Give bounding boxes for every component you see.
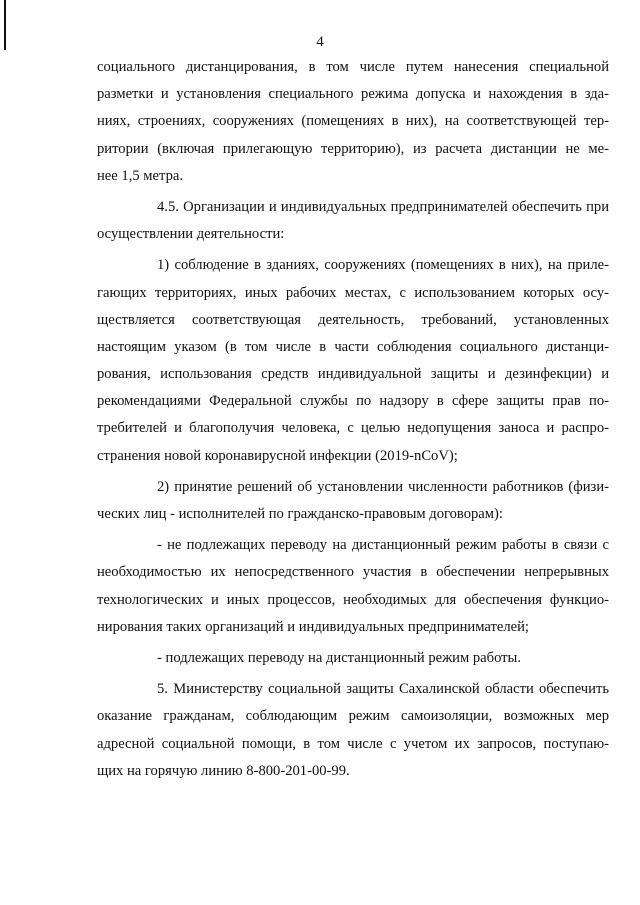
paragraph bbox=[97, 645, 609, 672]
text-line: 1) соблюдение в зданиях, сооружениях (помещениях в них), на приле- bbox=[157, 257, 609, 274]
document-body bbox=[97, 54, 609, 785]
text-line: странения новой коронавирусной инфекции (2019-nCoV); bbox=[97, 447, 458, 464]
text-line: нее 1,5 метра. bbox=[97, 167, 183, 184]
text-line: настоящим указом (в том числе в части соблюдения социального дистанци- bbox=[97, 338, 609, 355]
text-line: - подлежащих переводу на дистанционный режим работы. bbox=[157, 649, 522, 666]
text-line: рования, использования средств индивидуальной защиты и дезинфекции) и bbox=[97, 366, 609, 383]
text-line: гающих территориях, иных рабочих местах, с использованием которых осу- bbox=[97, 284, 609, 301]
paragraph bbox=[97, 54, 609, 190]
text-line: ществляется соответствующая деятельность, требований, установленных bbox=[97, 311, 609, 328]
text-line: необходимостью их непосредственного участия в обеспечении непрерывных bbox=[97, 564, 609, 581]
paragraph bbox=[97, 194, 609, 248]
paragraph bbox=[97, 474, 609, 528]
text-line: 5. Министерству социальной защиты Сахалинской области обеспечить bbox=[157, 681, 609, 698]
text-line: технологических и иных процессов, необходимых для обеспечения функцио- bbox=[97, 591, 609, 608]
paragraph bbox=[97, 252, 609, 470]
text-line: ритории (включая прилегающую территорию), из расчета дистанции не ме- bbox=[97, 140, 609, 157]
text-line: - не подлежащих переводу на дистанционный режим работы в связи с bbox=[157, 537, 609, 554]
text-line: 4.5. Организации и индивидуальных предпринимателей обеспечить при bbox=[157, 198, 609, 215]
text-line: разметки и установления специального режима допуска и нахождения в зда- bbox=[97, 86, 609, 103]
text-line: нирования таких организаций и индивидуальных предпринимателей; bbox=[97, 618, 529, 635]
page-number: 4 bbox=[316, 34, 324, 50]
text-line: социального дистанцирования, в том числе путем нанесения специальной bbox=[97, 59, 609, 75]
paragraph bbox=[97, 532, 609, 641]
text-line: 2) принятие решений об установлении численности работников (физи- bbox=[157, 478, 609, 495]
text-line: ниях, строениях, сооружениях (помещениях в них), на соответствующей тер- bbox=[97, 113, 609, 130]
text-line: ческих лиц - исполнителей по гражданско-правовым договорам): bbox=[97, 506, 503, 522]
text-line: требителей и благополучия человека, с целью недопущения заноса и распро- bbox=[97, 420, 609, 437]
text-line: осуществлении деятельности: bbox=[97, 226, 285, 243]
text-line: адресной социальной помощи, в том числе с учетом их запросов, поступаю- bbox=[97, 735, 609, 752]
text-line: рекомендациями Федеральной службы по надзору в сфере защиты прав по- bbox=[97, 393, 609, 410]
text-line: щих на горячую линию 8-800-201-00-99. bbox=[97, 762, 350, 779]
paragraph bbox=[97, 676, 609, 785]
text-line: оказание гражданам, соблюдающим режим самоизоляции, возможных мер bbox=[97, 708, 609, 725]
